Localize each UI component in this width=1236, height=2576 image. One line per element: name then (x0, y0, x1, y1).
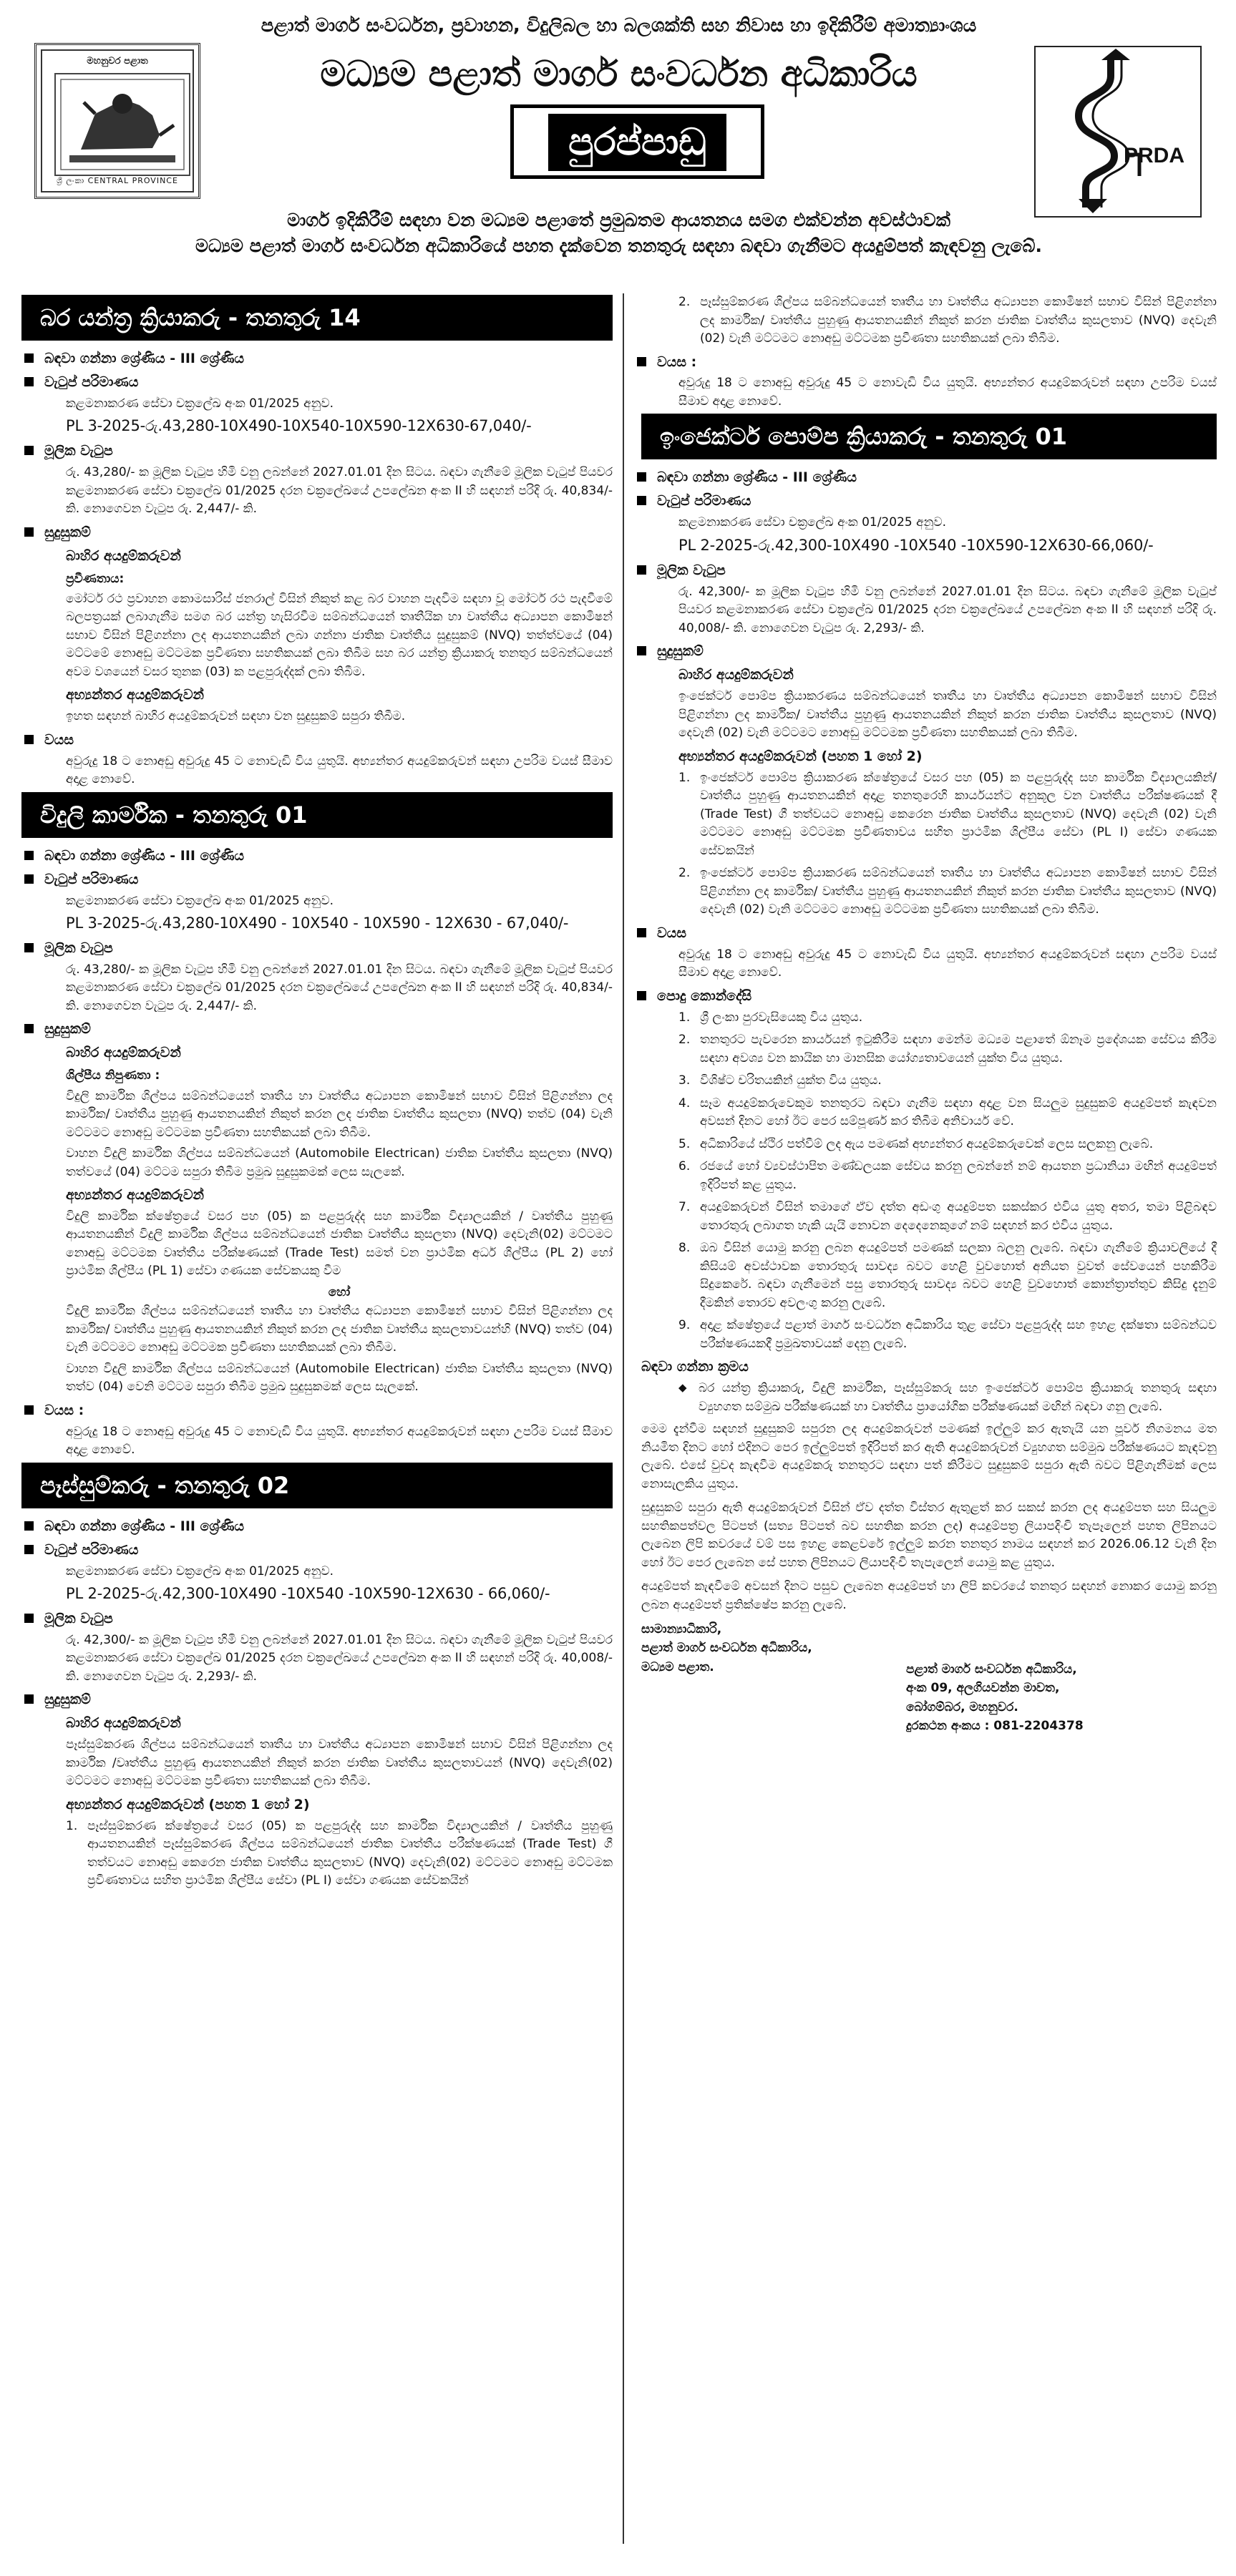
left-column (21, 293, 613, 1895)
salary-scale: PL 2-2025-රු.42,300-10X490 -10X540 -10X590-12X630 - 66,060/- (66, 1585, 550, 1602)
internal-applicants-text: ඉහත සඳහන් බාහිර අයදුම්කරුවන් සඳහා වන සුදුසුකම් සපුරා තිබීම. (66, 709, 406, 724)
external-applicants-label: බාහිර අයදුම්කරුවන් (678, 667, 794, 683)
salary-circular: කළමනාකරණ සේවා චක්‍රලේඛ අංක 01/2025 අනුව. (66, 893, 334, 908)
vacancies-title: පුරප්පාඩු (548, 114, 726, 171)
age-text: අවුරුදු 18 ට නොඅඩු අවුරුදු 45 ට නොවැඩි විය යුතුයි. අභ්‍යන්තර අයදුම්කරුවන් සඳහා උපරිම වයස් සීමාව අදාළ නොවේ. (66, 753, 613, 787)
section-welder (21, 1463, 613, 1890)
list-item: 4. සෑම අයදුම්කරුවෙකුම තනතුරට බඳවා ගැනීම සඳහා අදාළ වන සියලුම සුදුසුකම් අයදුම්පත් කැඳවන අවසන් දිනට හෝ ඊට පෙර සම්පූර්ණ කර තිබීම අනිවාර්ය වේ. (678, 1096, 1217, 1129)
basic-salary-text: රු. 42,300/- ක මූලික වැටුප හිමි වනු ලබන්නේ 2027.01.01 දින සිටය. බඳවා ගැනීමේ මූලික වැටුප් පියවර කළමනාකරණ සේවා චක්‍රලේඛ 01/2025 දරන චක්‍රලේඛයේ උපලේඛන අංක II හි සඳහන් පරිදි රු. 40,008/- කි. නොගෙවන වැටුප රු. 2,293/- කි. (66, 1632, 613, 1684)
internal-text-1: විදුලි කාර්මික ක්ෂේත්‍රයේ වසර පහ (05) ක පළපුරුද්ද සහ කාර්මික විද්‍යාලයකින් / වෘත්තීය පුහුණු ආයතනයකින් විදුලි කාර්මික ශිල්පය සම්බන්ධයෙන් ජාතික වෘත්තීය කුසලතා (NVQ) දෙවැනි(02) මට්ටමට නොඅඩු මට්ටමක වෘත්තීය පරීක්ෂණයක් (Trade Test) සමත් වන ප්‍රාථමික අර්ධ ශිල්පීය (PL 2) හෝ ප්‍රාථමික ශිල්පීය (PL 1) සේවා ගණයක සේවකයකු වීම (66, 1209, 613, 1279)
list-item: 7. අයදුම්කරුවන් විසින් තමාගේ ඒව දත්ත අඩංගු අයදුම්පත සකස්කර එවිය යුතු අතර, තමා පිළිබඳව තොරතුරු ලබාගත හැකි යැයි නොවන දෙදෙනෙකුගේ නම් සඳහන් කර එවිය යුතුය. (678, 1200, 1217, 1233)
age-label: වයස (634, 924, 1217, 943)
salary-scale: PL 3-2025-රු.43,280-10X490-10X540-10X590-12X630-67,040/- (66, 417, 532, 435)
section-heavy-operator (21, 295, 613, 789)
condition-text: විශිෂ්ට චරිතයකින් යුක්ත විය යුතුය. (700, 1073, 882, 1088)
external-applicants-label: බාහිර අයදුම්කරුවන් (66, 547, 181, 564)
age-text: අවුරුදු 18 ට නොඅඩු අවුරුදු 45 ට නොවැඩි විය යුතුයි. අභ්‍යන්තර අයදුම්කරුවන් සඳහා උපරිම වයස් සීමාව අදාළ නොවේ. (678, 376, 1217, 409)
welder-internal-list-a (21, 1818, 613, 1890)
address-phone: දුරකථන අංකය : 081-2204378 (906, 1719, 1084, 1734)
salary-label: වැටුප් පරිමාණය (21, 1541, 613, 1560)
salary-circular: කළමනාකරණ සේවා චක්‍රලේඛ අංක 01/2025 අනුව. (66, 396, 334, 411)
condition-text: ශ්‍රී ලංකා පුරවැසියෙකු විය යුතුය. (700, 1010, 863, 1025)
list-item: 1. ඉංජෙක්ටර් පොම්ප ක්‍රියාකරණ ක්ෂේත්‍රයේ වසර පහ (05) ක පළපුරුද්ද සහ කාර්මික විද්‍යාලයකින්/ වෘත්තීය පුහුණු ආයතනයකින් අදාළ තනතුරෙහි කාර්යයන්ට අනුකූල වන වෘත්තීය පරීක්ෂණයක් දී (Trade Test) ගී තත්වයට නොඅඩු කෙරෙන ජාතික වෘත්තීය කුසලතාව (NVQ) දෙවැනි (02) වැනි මට්ටමට නොඅඩු මට්ටමක ප්‍රවීණතාවය සහිත ප්‍රාථමික ශිල්පීය සේවා (PL I) සේවා ගණයක සේවකයින් (678, 770, 1217, 858)
condition-text: තනතුරට පැවරෙන කාර්යයන් ඉටුකිරීම සඳහා මෙන්ම මධ්‍යම පළාතේ ඕනෑම ප්‍රදේශයක සේවය කිරීම සඳහා අවශ්‍ය වන කායික හා මානසික යෝග්‍යතාවයෙන් යුක්ත විය යුතුය. (700, 1033, 1217, 1065)
recruitment-paragraph-3: අයදුම්පත් කැඳවීමේ අවසන් දිනට පසුව ලැබෙන අයදුම්පත් හා ලිපි කවරයේ තනතුර සඳහන් නොකර යොමු කරනු ලබන අයදුම්පත් ප්‍රතික්ෂේප කරනු ලැබේ. (641, 1579, 1217, 1612)
qualifications-label: සුදුසුකම් (21, 1020, 613, 1039)
grade-label: බඳවා ගන්නා ශ්‍රේණිය - III ශ්‍රේණිය (21, 847, 613, 866)
section-electrician (21, 792, 613, 1460)
external-applicants-text: ඉංජෙක්ටර් පොම්ප ක්‍රියාකරණය සම්බන්ධයෙන් තෘතීය හා වෘත්තීය අධ්‍යාපන කොමිෂන් සභාව විසින් පිළිගන්නා ලද කාර්මික/ වෘත්තීය පුහුණු ආයතනයකින් නිකුත් කරන ජාතික වෘත්තීය කුසලතාව (NVQ) දෙවැනි (02) වැනි මට්ටමට නොඅඩු මට්ටමක ප්‍රවීණතා සහතිකයක් ලබා තිබීම. (678, 689, 1217, 741)
qualifications-label: සුදුසුකම් (634, 642, 1217, 661)
basic-salary-label: මූලික වැටුප (21, 939, 613, 958)
age-label: වයස : (21, 1401, 613, 1420)
list-item: 1. පෑස්සුම්කරණ ක්ෂේත්‍රයේ වසර (05) ක පළපුරුද්ද සහ කාර්මික විද්‍යාලයකින් / වෘත්තීය පුහුණු ආයතනයකින් පෑස්සුම්කරණ ශිල්පය සම්බන්ධයෙන් ජාතික වෘත්තීය පරීක්ෂණයක් (Trade Test) ගී තත්වයට නොඅඩු කෙරෙන ජාතික වෘත්තීය කුසලතාව (NVQ) දෙවැනි(02) මට්ටමට නොඅඩු මට්ටමක ප්‍රවීණතාවය සහිත ප්‍රාථමික ශිල්පීය සේවා (PL I) සේවා ගණයක සේවකයින් (66, 1818, 613, 1888)
salary-circular: කළමනාකරණ සේවා චක්‍රලේඛ අංක 01/2025 අනුව. (66, 1563, 334, 1579)
basic-salary-label: මූලික වැටුප (21, 441, 613, 461)
signatory-title: සාමාන්‍යාධිකාරි, (641, 1622, 722, 1636)
basic-salary-text: රු. 42,300/- ක මූලික වැටුප හිමි වනු ලබන්නේ 2027.01.01 දින සිටය. බඳවා ගැනීමේ මූලික වැටුප් පියවර කළමනාකරණ සේවා චක්‍රලේඛ 01/2025 දරන චක්‍රලේඛයේ උපලේඛන අංක II හි සඳහන් පරිදි රු. 40,008/- කි. නොගෙවන වැටුප රු. 2,293/- කි. (678, 584, 1217, 635)
condition-text: රජයේ හෝ ව්‍යවස්ථාපිත මණ්ඩලයක සේවය කරනු ලබන්නේ නම් ආයතන ප්‍රධානියා මඟින් අයදුම්පත් ඉදිරිපත් කළ යුතුය. (700, 1159, 1217, 1192)
external-applicants-label: බාහිර අයදුම්කරුවන් (66, 1715, 181, 1732)
section-title: බර යන්ත්‍ර ක්‍රියාකරු - තනතුරු 14 (21, 295, 613, 341)
address-block (906, 1660, 1084, 1735)
skills-text-1: විදුලි කාර්මික ශිල්පය සම්බන්ධයෙන් තෘතීය හා වෘත්තීය අධ්‍යාපන කොමිෂන් සභාව විසින් පිළිගන්නා ලද කාර්මික/ වෘත්තීය පුහුණු ආයතනයකින් නිකුත් කරන ලද ජාතික වෘත්තීය කුසලතා (NVQ) තත්ව (04) වැනි මට්ටමට නොඅඩු මට්ටමක ප්‍රවීණතා සහතිකයක් ලබා තිබීම. (66, 1088, 613, 1140)
condition-text: අධිකාරියේ ස්ථිර පත්වීම් ලද ඇය පමණක් අභ්‍යන්තර අයදුම්කරුවෙක් ලෙස සලකනු ලැබේ. (700, 1136, 1154, 1151)
list-item: 5. අධිකාරියේ ස්ථිර පත්වීම් ලද ඇය පමණක් අභ්‍යන්තර අයදුම්කරුවෙක් ලෙස සලකනු ලැබේ. (678, 1136, 1154, 1151)
header-row (21, 39, 1216, 218)
age-text: අවුරුදු 18 ට නොඅඩු අවුරුදු 45 ට නොවැඩි විය යුතුයි. අභ්‍යන්තර අයදුම්කරුවන් සඳහා උපරිම වයස් සීමාව අදාළ නොවේ. (66, 1424, 613, 1458)
grade-label: බඳවා ගන්නා ශ්‍රේණිය - III ශ්‍රේණිය (21, 1517, 613, 1536)
internal-applicants-label: අභ්‍යන්තර අයදුම්කරුවන් (66, 687, 204, 703)
list-item: 2. පෑස්සුම්කරණ ශිල්පය සම්බන්ධයෙන් තෘතීය හා වෘත්තීය අධ්‍යාපන කොමිෂන් සභාව විසින් පිළිගන්නා ලද කාර්මික/ වෘත්තීය පුහුණු ආයතනයකින් නිකුත් කරන ජාතික වෘත්තීය කුසලතාව (NVQ) දෙවැනි (02) වැනි මට්ටමට නොඅඩු මට්ටමක ප්‍රවීණතා සහතිකයක් ලබා තිබීම. (678, 295, 1217, 346)
list-item: 9. අදාළ ක්ෂේත්‍රයේ පළාත් මාර්ග සංවර්ධන අධිකාරිය තුළ සේවා පළපුරුද්ද සහ ඉහළ දක්ෂතා සම්බන්ධව පරීක්ෂණයකදී ප්‍රමුඛතාවයක් දෙනු ලැබේ. (678, 1318, 1217, 1351)
condition-text: සෑම අයදුම්කරුවෙකුම තනතුරට බඳවා ගැනීම සඳහා අදාළ වන සියලුම සුදුසුකම් අයදුම්පත් කැඳවන අවසන් දිනට හෝ ඊට පෙර සම්පූර්ණ කර තිබීම අනිවාර්ය වේ. (700, 1096, 1217, 1129)
experience-text: මෝටර් රථ ප්‍රවාහන කොමසාරිස් ජනරාල් විසින් නිකුත් කළ බර වාහන පැදවීම සඳහා වූ මෝටර් රථ පැදවීමේ බලපත්‍රයක් ලබාගැනීම සමග බර යන්ත්‍ර හැසිරවීම සම්බන්ධයෙන් තෘතීයික හා වෘත්තීය අධ්‍යාපන කොමිෂන් සභාව විසින් පිළිගන්නා ලද ආයතනයකින් ලබා ගන්නා ජාතික වෘත්තීය සුදුසුකම් (NVQ) තත්ත්වයේ (04) මට්ටමේ නොඅඩු මට්ටමක ප්‍රවීණතා සහතිකයක් ලබා තිබීම සහ බර යන්ත්‍ර ක්‍රියාකරු තනතුර සම්බන්ධයෙන් අවම වශයෙන් වසර තුනක (03) ක පළපුරුද්දක් ලබා තිබීම. (66, 591, 613, 679)
basic-salary-text: රු. 43,280/- ක මූලික වැටුප හිමි වනු ලබන්නේ 2027.01.01 දින සිටය. බඳවා ගැනීමේ මූලික වැටුප් පියවර කළමනාකරණ සේවා චක්‍රලේඛ 01/2025 දරන චක්‍රලේඛයේ උපලේඛන අංක II හි සඳහන් පරිදි රු. 40,834/- කි. නොගෙවන වැටුප රු. 2,447/- කි. (66, 962, 613, 1013)
intro-line-1: මාර්ග ඉදිකිරීම් සඳහා වන මධ්‍යම පළාතේ ප්‍රමුඛතම ආයතනය සමග එක්වන්න අවස්ථාවක් (287, 210, 950, 230)
condition-text: අයදුම්කරුවන් විසින් තමාගේ ඒව දත්ත අඩංගු අයදුම්පත සකස්කර එවිය යුතු අතර, තමා පිළිබඳව තොරතුරු ලබාගත හැකි යැයි නොවන දෙදෙනෙකුගේ නම් සඳහන් කර එවිය යුතුය. (700, 1200, 1217, 1233)
recruitment-method-list (634, 1380, 1217, 1416)
injector-internal-list (634, 769, 1217, 919)
age-label: වයස : (634, 353, 1217, 372)
columns (21, 293, 1217, 2555)
logo-left-bottom-text: ශ්‍රී ලංකා CENTRAL PROVINCE (57, 176, 178, 186)
list-item: 1. ශ්‍රී ලංකා පුරවැසියෙකු විය යුතුය. (678, 1010, 863, 1025)
internal-text-2: විදුලි කාර්මික ශිල්පය සම්බන්ධයෙන් තෘතීය හා වෘත්තීය අධ්‍යාපන කොමිෂන් සභාව විසින් පිළිගන්නා ලද කාර්මික/ වෘත්තීය පුහුණු ආයතනයකින් නිකුත් කරන ලද ජාතික වෘත්තීය කුසලතාවයන්හි (NVQ) තත්ව (04) වැනි මට්ටමට නොඅඩු මට්ටමක ප්‍රවීණතා සහතිකයක් ලබා තිබීම. (66, 1304, 613, 1355)
ministry-name: පළාත් මාර්ග සංවර්ධන, ප්‍රවාහන, විදුලිබල හා බලශක්ති සහ නිවාස හා ඉදිකිරීම් අමාත්‍යාංශය (261, 15, 977, 36)
salary-label: වැටුප් පරිමාණය (634, 492, 1217, 511)
or-separator: හෝ (328, 1284, 351, 1299)
section-title: විදුලි කාර්මික - තනතුරු 01 (21, 792, 613, 838)
salary-circular: කළමනාකරණ සේවා චක්‍රලේඛ අංක 01/2025 අනුව. (678, 515, 947, 530)
welder-internal-list-b (634, 293, 1217, 348)
internal-applicants-label: අභ්‍යන්තර අයදුම්කරුවන් (පහත 1 හෝ 2) (66, 1796, 310, 1813)
section-title: පෑස්සුම්කරු - තනතුරු 02 (21, 1463, 613, 1508)
address-city: බෝගම්බර, මහනුවර. (906, 1699, 1018, 1714)
prda-logo-text: PRDA (1123, 144, 1184, 168)
internal-applicants-label: අභ්‍යන්තර අයදුම්කරුවන් (66, 1187, 204, 1203)
salary-scale: PL 3-2025-රු.43,280-10X490 - 10X540 - 10X590 - 12X630 - 67,040/- (66, 914, 569, 932)
section-recruitment-method (634, 1357, 1217, 1614)
welder-internal-item-1: පෑස්සුම්කරණ ක්ෂේත්‍රයේ වසර (05) ක පළපුරුද්ද සහ කාර්මික විද්‍යාලයකින් / වෘත්තීය පුහුණු ආයතනයකින් පෑස්සුම්කරණ ශිල්පය සම්බන්ධයෙන් ජාතික වෘත්තීය පරීක්ෂණයක් (Trade Test) ගී තත්වයට නොඅඩු කෙරෙන ජාතික වෘත්තීය කුසලතාව (NVQ) දෙවැනි(02) මට්ටමට නොඅඩු මට්ටමක ප්‍රවීණතාවය සහිත ප්‍රාථමික ශිල්පීය සේවා (PL I) සේවා ගණයක සේවකයින් (87, 1818, 613, 1888)
recruitment-method-item: ◆ බර යන්ත්‍ර ක්‍රියාකරු, විදුලි කාර්මික, පෑස්සුම්කරු සහ ඉංජෙක්ටර් පොම්ප ක්‍රියාකරු තනතුරු සඳහා ව්‍යුහගත සම්මුඛ පරීක්ෂණයක් හා වෘත්තීය ප්‍රායෝගික පරීක්ෂණයක් මඟින් බඳවා ගනු ලැබේ. (678, 1380, 1217, 1416)
prda-logo (1034, 46, 1202, 218)
age-label: වයස (21, 731, 613, 750)
recruitment-paragraph-1: මෙම දැන්වීම සඳහන් සුදුසුකම් සපුරන ලද අයදුම්කරුවන් පමණක් ඉල්ලුම් කර ඇතැයි යන පූර්ව නිගමනය මත නියමිත දිනට හෝ එදිනට පෙර ඉල්ලුම්පත් ඉදිරිපත් කර ඇති අයදුම්කරුවන් ව්‍යුහගත සම්මුඛ පරීක්ෂණයට කැඳවනු ලැබේ. එසේ වුවද කැඳවීම අයදුම්කරු තනතුරට සඳහා පත් කිරීමට සුදුසුකම් සපුරා ඇති බවට පිළිගැනීමක් ලෙස නොසැලකිය යුතුය. (641, 1422, 1217, 1491)
condition-text: ඔබ විසින් යොමු කරනු ලබන අයදුම්පත් පමණක් සලකා බලනු ලැබේ. බඳවා ගැනීමේ ක්‍රියාවලියේ දී කිසියම් අවස්ථාවක තොරතුරු සාවද්‍ය බවට හෙළි වුවහොත් අනියත වුවත් සේවයෙන් පහකිරීම සිදුකෙරේ. බඳවා ගැනීමෙන් පසු තොරතුරු සාවද්‍ය බවට හෙළි වුවහොත් කොන්ත්‍රාත්තුව කිසිදු දැනුම් දීමකින් තොරව අවලංගු කරනු ලැබේ. (700, 1241, 1217, 1310)
salary-label: වැටුප් පරිමාණය (21, 373, 613, 392)
section-general-conditions (634, 987, 1217, 1353)
grade-label: බඳවා ගන්නා ශ්‍රේණිය - III ශ්‍රේණිය (21, 349, 613, 369)
recruitment-paragraph-2: සුදුසුකම් සපුරා ඇති අයදුම්කරුවන් විසින් ඒව දත්ත විස්තර ඇතුළත් කර සකස් කරන ලද අයදුම්පත සහ සියලුම සහතිකපත්වල පිටපත් (සත්‍ය පිටපත් බව සහතික කරන ලද) අයදුම්පත්‍ර ලියාපදිංචි තැපෑලෙන් පහත ලිපිනයට ලැබෙන ලිපි කවරයේ වම් පස ඉහළ කෙළවරේ ඉල්ලුම් කරන තනතුර නාමය සඳහන් කර 2026.06.12 වැනි දින හෝ ඊට පෙර ලැබෙන සේ පහත ලිපිනයට ලියාපදිංචි තැපැලෙන් යොමු කළ යුතුය. (641, 1501, 1217, 1570)
column-divider (623, 293, 624, 2544)
section-welder-continued (634, 293, 1217, 411)
general-conditions-list (634, 1009, 1217, 1354)
signatory-org: පළාත් මාර්ග සංවර්ධන අධිකාරිය, (641, 1641, 812, 1656)
salary-scale: PL 2-2025-රු.42,300-10X490 -10X540 -10X590-12X630-66,060/- (678, 536, 1154, 554)
welder-internal-item-2: පෑස්සුම්කරණ ශිල්පය සම්බන්ධයෙන් තෘතීය හා වෘත්තීය අධ්‍යාපන කොමිෂන් සභාව විසින් පිළිගන්නා ලද කාර්මික/ වෘත්තීය පුහුණු ආයතනයකින් නිකුත් කරන ජාතික වෘත්තීය කුසලතාව (NVQ) දෙවැනි (02) වැනි මට්ටමට නොඅඩු මට්ටමක ප්‍රවීණතා සහතිකයක් ලබා තිබීම. (700, 295, 1217, 346)
address-street: අංක 09, අලගියවන්න මාවත, (906, 1681, 1060, 1696)
basic-salary-text: රු. 43,280/- ක මූලික වැටුප හිමි වනු ලබන්නේ 2027.01.01 දින සිටය. බඳවා ගැනීමේ මූලික වැටුප් පියවර කළමනාකරණ සේවා චක්‍රලේඛ 01/2025 දරන චක්‍රලේඛයේ උපලේඛන අංක II හි සඳහන් පරිදි රු. 40,834/- කි. නොගෙවන වැටුප රු. 2,447/- කි. (66, 465, 613, 517)
vacancies-banner (510, 104, 764, 179)
skills-label: ශිල්පීය නිපුණතා : (66, 1068, 160, 1083)
prda-road-icon (1036, 47, 1200, 216)
signatory-province: මධ්‍යම පළාත. (641, 1659, 714, 1674)
injector-internal-item-2: ඉංජෙක්ටර් පොම්ප ක්‍රියාකරණ සම්බන්ධයෙන් තෘතීය හා වෘත්තීය අධ්‍යාපන කොමිෂන් සභාව විසින් පිළිගන්නා ලද කාර්මික/ වෘත්තීය පුහුණු ආයතනයකින් නිකුත් කරන ජාතික වෘත්තීය කුසලතාව (NVQ) දෙවැනි (02) වැනි මට්ටමට නොඅඩු මට්ටමක ප්‍රවීණතා සහතිකයක් ලබා තිබීම. (700, 866, 1217, 917)
internal-applicants-label: අභ්‍යන්තර අයදුම්කරුවන් (පහත 1 හෝ 2) (678, 748, 923, 764)
section-title: ඉංජෙක්ටර් පොම්ප ක්‍රියාකරු - තනතුරු 01 (641, 414, 1217, 459)
external-applicants-label: බාහිර අයදුම්කරුවන් (66, 1045, 181, 1061)
signatory (641, 1620, 812, 1677)
internal-text-3: වාහන විදුලි කාර්මික ශිල්පය සම්බන්ධයෙන් (Automobile Electrican) ජාතික වෘත්තීය කුසලතා (NVQ) තත්ව (04) වෙනි මට්ටම සපුරා තිබීම ප්‍රමුඛ සුදුසුකමක් ලෙස සැලකේ. (66, 1361, 613, 1395)
skills-text-2: වාහන විදුලි කාර්මික ශිල්පය සම්බන්ධයෙන් (Automobile Electrican) ජාතික වෘත්තීය කුසලතා (NVQ) තත්වයේ (04) මට්ටම සපුරා තිබීම ප්‍රමුඛ සුදුසුකමක් ලෙස සැලකේ. (66, 1146, 613, 1179)
injector-internal-item-1: ඉංජෙක්ටර් පොම්ප ක්‍රියාකරණ ක්ෂේත්‍රයේ වසර පහ (05) ක පළපුරුද්ද සහ කාර්මික විද්‍යාලයකින්/ වෘත්තීය පුහුණු ආයතනයකින් අදාළ තනතුරෙහි කාර්යයන්ට අනුකූල වන වෘත්තීය පරීක්ෂණයක් දී (Trade Test) ගී තත්වයට නොඅඩු කෙරෙන ජාතික වෘත්තීය කුසලතාව (NVQ) දෙවැනි (02) වැනි මට්ටමට නොඅඩු මට්ටමක ප්‍රවීණතාවය සහිත ප්‍රාථමික ශිල්පීය සේවා (PL I) සේවා ගණයක සේවකයින් (700, 770, 1217, 858)
right-column (634, 293, 1217, 1756)
address-org: පළාත් මාර්ග සංවර්ධන අධිකාරිය, (906, 1662, 1077, 1677)
age-text: අවුරුදු 18 ට නොඅඩු අවුරුදු 45 ට නොවැඩි විය යුතුයි. අභ්‍යන්තර අයදුම්කරුවන් සඳහා උපරිම වයස් සීමාව අදාළ නොවේ. (678, 947, 1217, 980)
experience-label: ප්‍රවීණතාය: (66, 571, 125, 586)
general-conditions-label: පොදු කොන්දේසි (634, 987, 1217, 1006)
salary-label: වැටුප් පරිමාණය (21, 870, 613, 889)
list-item: 3. විශිෂ්ට චරිතයකින් යුක්ත විය යුතුය. (678, 1073, 882, 1088)
condition-text: අදාළ ක්ෂේත්‍රයේ පළාත් මාර්ග සංවර්ධන අධිකාරිය තුළ සේවා පළපුරුද්ද සහ ඉහළ දක්ෂතා සම්බන්ධව පරීක්ෂණයකදී ප්‍රමුඛතාවයක් දෙනු ලැබේ. (700, 1318, 1217, 1351)
authority-name: මධ්‍යම පළාත් මාර්ග සංවර්ධන අධිකාරිය (320, 53, 918, 94)
basic-salary-label: මූලික වැටුප (21, 1609, 613, 1629)
list-item: 6. රජයේ හෝ ව්‍යවස්ථාපිත මණ්ඩලයක සේවය කරනු ලබන්නේ නම් ආයතන ප්‍රධානියා මඟින් අයදුම්පත් ඉදිරිපත් කළ යුතුය. (678, 1159, 1217, 1192)
basic-salary-label: මූලික වැටුප (634, 561, 1217, 580)
intro-line-2: මධ්‍යම පළාත් මාර්ග සංවර්ධන අධිකාරියේ පහත දැක්වෙන තනතුරු සඳහා බඳවා ගැනීමට අයදුම්පත් කැඳවනු ලැබේ. (195, 235, 1042, 257)
list-item: 2. තනතුරට පැවරෙන කාර්යයන් ඉටුකිරීම සඳහා මෙන්ම මධ්‍යම පළාතේ ඕනෑම ප්‍රදේශයක සේවය කිරීම සඳහා අවශ්‍ය වන කායික හා මානසික යෝග්‍යතාවයෙන් යුක්ත විය යුතුය. (678, 1033, 1217, 1065)
grade-label: බඳවා ගන්නා ශ්‍රේණිය - III ශ්‍රේණිය (634, 468, 1217, 487)
list-item: 8. ඔබ විසින් යොමු කරනු ලබන අයදුම්පත් පමණක් සලකා බලනු ලැබේ. බඳවා ගැනීමේ ක්‍රියාවලියේ දී කිසියම් අවස්ථාවක තොරතුරු සාවද්‍ය බවට හෙළි වුවහොත් අනියත වුවත් සේවයෙන් පහකිරීම සිදුකෙරේ. බඳවා ගැනීමෙන් පසු තොරතුරු සාවද්‍ය බවට හෙළි වුවහොත් කොන්ත්‍රාත්තුව කිසිදු දැනුම් දීමකින් තොරව අවලංගු කරනු ලැබේ. (678, 1241, 1217, 1310)
qualifications-label: සුදුසුකම් (21, 523, 613, 542)
external-applicants-text: පෑස්සුම්කරණ ශිල්පය සම්බන්ධයෙන් තෘතීය හා වෘත්තීය අධ්‍යාපන කොමිෂන් සභාව විසින් පිළිගන්නා ලද කාර්මික /වෘත්තීය පුහුණු ආයතනයකින් නිකුත් කරන ජාතික වෘත්තීය කුසලතාවයන් (NVQ) දෙවැනි(02) මට්ටමට නොඅඩු මට්ටමක ප්‍රවීණතා සහතිකයක් ලබා තිබීම. (66, 1737, 613, 1789)
list-item: 2. ඉංජෙක්ටර් පොම්ප ක්‍රියාකරණ සම්බන්ධයෙන් තෘතීය හා වෘත්තීය අධ්‍යාපන කොමිෂන් සභාව විසින් පිළිගන්නා ලද කාර්මික/ වෘත්තීය පුහුණු ආයතනයකින් නිකුත් කරන ජාතික වෘත්තීය කුසලතාව (NVQ) දෙවැනි (02) වැනි මට්ටමට නොඅඩු මට්ටමක ප්‍රවීණතා සහතිකයක් ලබා තිබීම. (678, 866, 1217, 917)
qualifications-label: සුදුසුකම් (21, 1690, 613, 1709)
logo-left-top-text: මහනුවර පළාත (87, 56, 148, 67)
section-injector-operator (634, 414, 1217, 982)
recruitment-method-label: බඳවා ගන්නා ක්‍රමය (641, 1359, 749, 1375)
signature-block (634, 1620, 1217, 1756)
